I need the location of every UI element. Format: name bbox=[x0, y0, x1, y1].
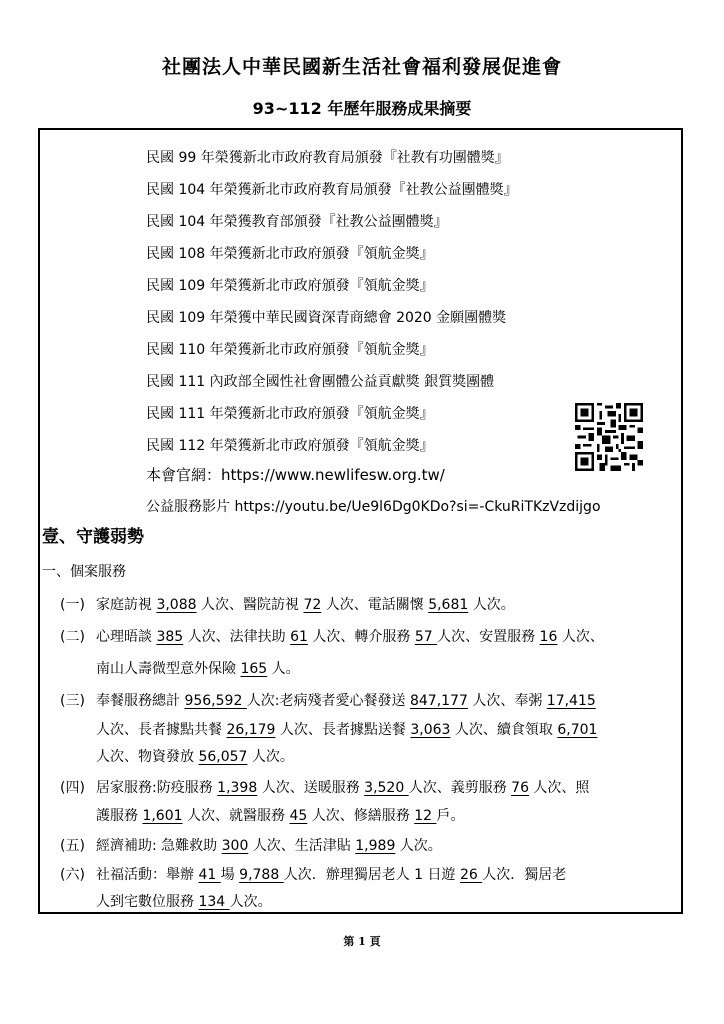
award-line: 民國 108 年榮獲新北市政府頒發『領航金獎』 bbox=[146, 246, 434, 262]
award-line: 民國 104 年榮獲教育部頒發『社教公益團體獎』 bbox=[146, 214, 448, 230]
page-number: 第 1 頁 bbox=[343, 935, 381, 948]
item-number: (四) bbox=[60, 780, 85, 796]
award-line: 民國 104 年榮獲新北市政府教育局頒發『社教公益團體獎』 bbox=[146, 182, 518, 198]
service-item-4: 居家服務:防疫服務 1,398 人次、送暖服務 3,520 人次、義剪服務 76 人次、照 bbox=[96, 780, 590, 796]
video-link[interactable]: 公益服務影片 https://youtu.be/Ue9l6Dg0KDo?si=-CkuRiTKzVzdijgo bbox=[146, 499, 601, 515]
section-subheading: 一、個案服務 bbox=[42, 564, 126, 580]
item-number: (三) bbox=[60, 693, 85, 709]
service-item-5: 經濟補助: 急難救助 300 人次、生活津貼 1,989 人次。 bbox=[96, 838, 442, 854]
document-title: 社團法人中華民國新生活社會福利發展促進會 bbox=[161, 56, 562, 78]
item-number: (六) bbox=[60, 867, 85, 883]
service-item-1: 家庭訪視 3,088 人次、醫院訪視 72 人次、電話關懷 5,681 人次。 bbox=[96, 597, 515, 613]
service-item-2-cont: 南山人壽微型意外保險 165 人。 bbox=[96, 661, 300, 677]
service-item-3-cont: 人次、物資發放 56,057 人次。 bbox=[96, 749, 294, 765]
award-line: 民國 111 年榮獲新北市政府頒發『領航金獎』 bbox=[146, 406, 434, 422]
service-item-4-cont: 護服務 1,601 人次、就醫服務 45 人次、修繕服務 12 戶。 bbox=[96, 808, 465, 824]
item-number: (一) bbox=[60, 597, 85, 613]
service-item-3: 奉餐服務總計 956,592 人次:老病殘者愛心餐發送 847,177 人次、奉粥 17,415 bbox=[96, 693, 596, 709]
document-subtitle: 93~112 年歷年服務成果摘要 bbox=[252, 99, 472, 118]
service-item-6: 社福活動：舉辦 41 場 9,788 人次．辦理獨居老人 1 日遊 26 人次．獨居老 bbox=[96, 867, 567, 883]
award-line: 民國 112 年榮獲新北市政府頒發『領航金獎』 bbox=[146, 438, 434, 454]
service-item-3-cont: 人次、長者據點共餐 26,179 人次、長者據點送餐 3,063 人次、續食領取 6,701 bbox=[96, 722, 598, 738]
award-line: 民國 110 年榮獲新北市政府頒發『領航金獎』 bbox=[146, 342, 434, 358]
item-number: (五) bbox=[60, 838, 85, 854]
qr-code-icon bbox=[575, 403, 643, 471]
award-line: 民國 109 年榮獲中華民國資深青商總會 2020 金願團體獎 bbox=[146, 310, 507, 326]
award-line: 民國 109 年榮獲新北市政府頒發『領航金獎』 bbox=[146, 278, 434, 294]
section-heading: 壹、守護弱勢 bbox=[42, 527, 144, 547]
award-line: 民國 99 年榮獲新北市政府教育局頒發『社教有功團體獎』 bbox=[146, 150, 509, 166]
award-line: 民國 111 內政部全國性社會團體公益貢獻獎 銀質獎團體 bbox=[146, 374, 495, 390]
service-item-6-cont: 人到宅數位服務 134 人次。 bbox=[96, 894, 272, 910]
website-link[interactable]: 本會官網：https://www.newlifesw.org.tw/ bbox=[146, 466, 445, 484]
item-number: (二) bbox=[60, 629, 85, 645]
service-item-2: 心理晤談 385 人次、法律扶助 61 人次、轉介服務 57 人次、安置服務 16 人次、 bbox=[96, 629, 604, 645]
